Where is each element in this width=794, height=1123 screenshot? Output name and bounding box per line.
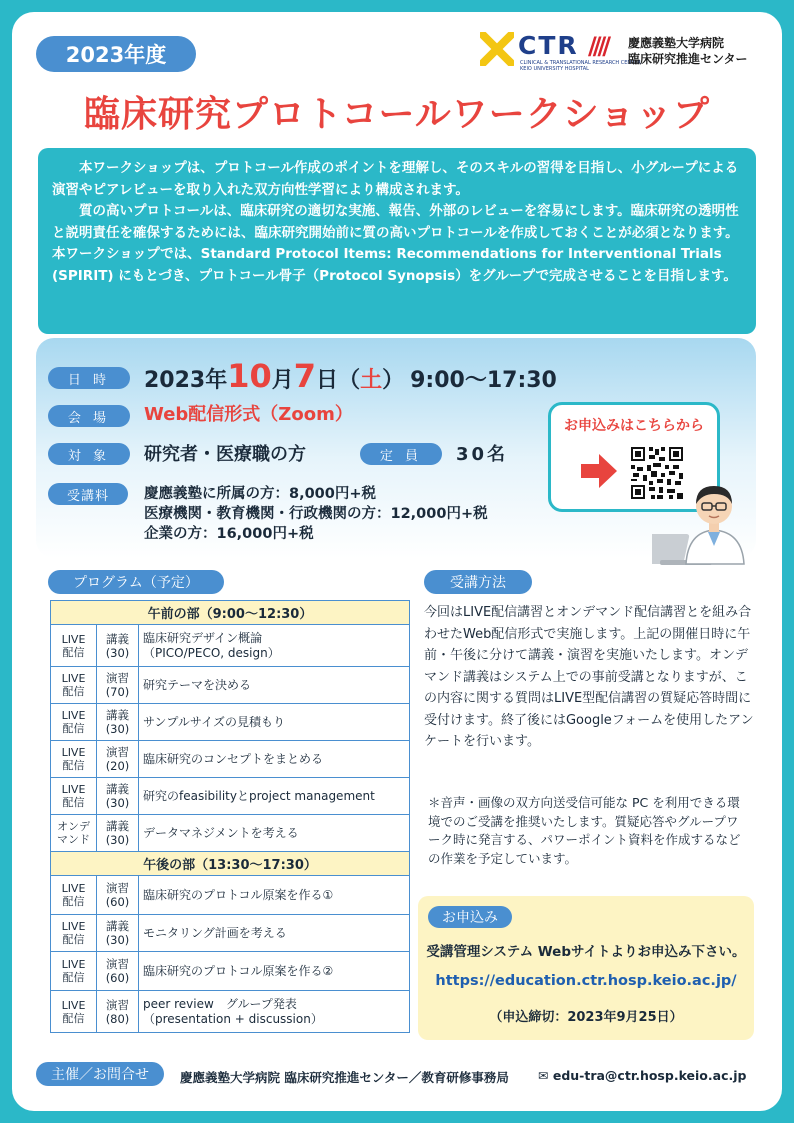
logo-slash-icon: //// [588, 32, 608, 60]
footer-label: 主催／お問合せ [36, 1062, 164, 1086]
mode-cell [51, 667, 97, 704]
apply-instruction: 受講管理システム Webサイトよりお申込み下さい。 [426, 944, 746, 960]
intro-box [38, 148, 756, 334]
mode-cell [51, 915, 97, 952]
morning-header: 午前の部（9:00〜12:30） [51, 601, 410, 625]
mode-cell [51, 876, 97, 915]
apply-here-text: お申込みはこちらから [564, 418, 704, 434]
type-line-1: 演習 [106, 745, 129, 759]
hospital-name [628, 35, 748, 67]
mode-line-2: 配信 [62, 933, 85, 946]
mode-line-1: LIVE [61, 882, 86, 895]
date-day: 7 [293, 357, 317, 395]
table-row [51, 625, 410, 667]
mode-cell [51, 778, 97, 815]
type-line-1: 演習 [106, 957, 129, 971]
type-line-2: (20) [105, 759, 130, 773]
mode-line-2: 配信 [62, 796, 85, 809]
afternoon-header: 午後の部（13:30〜17:30） [51, 852, 410, 876]
venue-value: Web配信形式（Zoom） [144, 404, 353, 425]
topic-cell [139, 625, 410, 667]
date-weekday: 土 [360, 368, 383, 393]
ctr-logo [480, 30, 770, 74]
logo-subtitle-2: KEIO UNIVERSITY HOSPITAL [520, 66, 589, 72]
type-line-2: (30) [105, 796, 130, 810]
topic-cell: 臨床研究のプロトコル原案を作る① [139, 876, 410, 915]
mode-cell [51, 625, 97, 667]
type-cell [97, 778, 139, 815]
table-row [51, 991, 410, 1033]
apply-box [418, 896, 754, 1040]
topic-cell [139, 991, 410, 1033]
afternoon-header-row [51, 852, 410, 876]
apply-section-title: お申込み [428, 906, 512, 928]
fee-item: 慶應義塾に所属の方：8,000円+税 [144, 486, 377, 502]
date-year: 2023年 [144, 368, 228, 393]
table-row [51, 667, 410, 704]
arrow-right-icon [579, 451, 619, 491]
date-paren-close: ） [382, 368, 405, 393]
mode-cell [51, 952, 97, 991]
type-line-2: (70) [105, 685, 130, 699]
method-section-title: 受講方法 [424, 570, 532, 594]
mode-line-1: LIVE [61, 672, 86, 685]
type-line-2: (80) [105, 1011, 130, 1026]
date-paren-open: （ [338, 368, 361, 393]
type-cell [97, 741, 139, 778]
date-time: 9:00〜17:30 [410, 368, 557, 393]
mode-cell [51, 815, 97, 852]
page-title: 臨床研究プロトコールワークショップ [83, 94, 711, 135]
fee-item: 企業の方：16,000円+税 [144, 526, 314, 542]
type-line-2: (30) [105, 833, 130, 847]
type-line-1: 演習 [106, 881, 129, 895]
footer-email-address: edu-tra@ctr.hosp.keio.ac.jp [552, 1068, 747, 1083]
fee-list [144, 484, 488, 544]
intro-paragraph-1: 本ワークショップは、プロトコール作成のポイントを理解し、そのスキルの習得を目指し、小グループによる演習やピアレビューを取り入れた双方向性学習により構成されます。 [52, 160, 739, 198]
type-line-1: 演習 [106, 997, 129, 1012]
type-line-1: 講義 [106, 819, 129, 833]
type-cell [97, 625, 139, 667]
type-line-1: 演習 [106, 671, 129, 685]
mode-line-2: マンド [57, 833, 90, 846]
intro-paragraph-2: 質の高いプロトコールは、臨床研究の適切な実施、報告、外部のレビューを容易にします。臨床研究の透明性と説明責任を確保するためには、臨床研究開始前に質の高いプロトコールを作成しておくことが必須となります。本ワークショップでは、Standard Protocol Items: Recommendations for Interventional Trials (SPIRIT) にもとづき、プロトコール骨子（Protocol Synopsis）をグループで完成させることを目指します。 [52, 203, 739, 284]
table-row [51, 952, 410, 991]
footer-email[interactable] [538, 1068, 746, 1083]
mode-line-1: LIVE [61, 920, 86, 933]
mail-icon: ✉ [538, 1068, 549, 1083]
mode-line-2: 配信 [62, 645, 85, 659]
capacity-label: 定 員 [360, 443, 442, 465]
mode-cell [51, 991, 97, 1033]
topic-cell: 臨床研究のプロトコル原案を作る② [139, 952, 410, 991]
apply-url-link[interactable]: https://education.ctr.hosp.keio.ac.jp/ [435, 973, 737, 989]
mode-line-1: オンデ [57, 820, 90, 833]
type-cell [97, 876, 139, 915]
year-badge: 2023年度 [36, 36, 196, 72]
topic-cell: 臨床研究のコンセプトをまとめる [139, 741, 410, 778]
logo-ctr-text: CTR [518, 31, 579, 60]
mode-line-1: LIVE [61, 746, 86, 759]
mode-line-1: LIVE [61, 958, 86, 971]
type-line-1: 講義 [106, 782, 129, 796]
fee-label: 受講料 [48, 483, 128, 505]
capacity-value: 30名 [456, 444, 509, 465]
venue-label: 会 場 [48, 405, 130, 427]
topic-line-2: （PICO/PECO, design） [143, 645, 280, 660]
topic-cell: 研究のfeasibilityとproject management [139, 778, 410, 815]
method-note: ＊音声・画像の双方向送受信可能な PC を利用できる環境でのご受講を推奨いたします。質疑応答やグループワーク時に発言する、パワーポイント資料を作成するなどの作業を予定しています。 [428, 795, 741, 866]
mode-line-1: LIVE [61, 632, 86, 646]
date-month-unit: 月 [271, 368, 294, 393]
program-table [50, 600, 410, 1033]
mode-line-1: LIVE [61, 998, 86, 1012]
table-row [51, 876, 410, 915]
mode-line-2: 配信 [62, 971, 85, 984]
type-cell [97, 915, 139, 952]
hospital-line-2: 臨床研究推進センター [628, 52, 748, 66]
mode-line-2: 配信 [62, 685, 85, 698]
morning-header-row [51, 601, 410, 625]
type-line-2: (30) [105, 933, 130, 947]
mode-cell [51, 704, 97, 741]
topic-cell: 研究テーマを決める [139, 667, 410, 704]
date-day-unit: 日 [316, 368, 339, 393]
type-line-1: 講義 [106, 631, 129, 646]
type-line-1: 講義 [106, 708, 129, 722]
mode-line-2: 配信 [62, 759, 85, 772]
ctr-x-icon [480, 32, 514, 66]
apply-deadline: （申込締切：2023年9月25日） [489, 1010, 683, 1025]
target-value: 研究者・医療職の方 [144, 444, 306, 465]
method-body: 今回はLIVE配信講習とオンデマンド配信講習とを組み合わせたWeb配信形式で実施します。上記の開催日時に午前・午後に分けて講義・演習を実施いたします。オンデマンド講義はシステム上での事前受講となりますが、この内容に関する質問はLIVE型配信講習の質疑応答時間に受付けます。終了後にはGoogleフォームを使用したアンケートを行います。 [424, 605, 754, 749]
topic-cell: サンプルサイズの見積もり [139, 704, 410, 741]
topic-cell: データマネジメントを考える [139, 815, 410, 852]
date-label: 日 時 [48, 367, 130, 389]
table-row [51, 704, 410, 741]
topic-cell: モニタリング計画を考える [139, 915, 410, 952]
type-line-2: (30) [105, 645, 130, 660]
table-row [51, 915, 410, 952]
topic-line-2: （presentation + discussion） [143, 1011, 323, 1026]
mode-line-2: 配信 [62, 895, 85, 908]
event-date [144, 357, 557, 395]
table-row [51, 778, 410, 815]
logo-subtitle: CLINICAL & TRANSLATIONAL RESEARCH CENTER [520, 60, 641, 66]
table-row [51, 741, 410, 778]
topic-line-1: peer review グループ発表 [143, 996, 297, 1011]
type-cell [97, 667, 139, 704]
mode-line-1: LIVE [61, 783, 86, 796]
topic-line-1: 臨床研究デザイン概論 [143, 630, 263, 645]
footer-organizer: 慶應義塾大学病院 臨床研究推進センター／教育研修事務局 [180, 1070, 509, 1085]
type-cell [97, 952, 139, 991]
mode-line-2: 配信 [62, 722, 85, 735]
hospital-line-1: 慶應義塾大学病院 [628, 36, 725, 50]
doctor-illustration-icon [652, 476, 752, 568]
program-section-title: プログラム（予定） [48, 570, 224, 594]
type-cell [97, 815, 139, 852]
mode-cell [51, 741, 97, 778]
type-line-1: 講義 [106, 919, 129, 933]
type-line-2: (60) [105, 895, 130, 909]
mode-line-1: LIVE [61, 709, 86, 722]
type-cell [97, 991, 139, 1033]
type-line-2: (60) [105, 971, 130, 985]
type-cell [97, 704, 139, 741]
fee-item: 医療機関・教育機関・行政機関の方：12,000円+税 [144, 506, 488, 522]
mode-line-2: 配信 [62, 1011, 85, 1025]
type-line-2: (30) [105, 722, 130, 736]
table-row [51, 815, 410, 852]
date-month: 10 [227, 357, 272, 395]
target-label: 対 象 [48, 443, 130, 465]
